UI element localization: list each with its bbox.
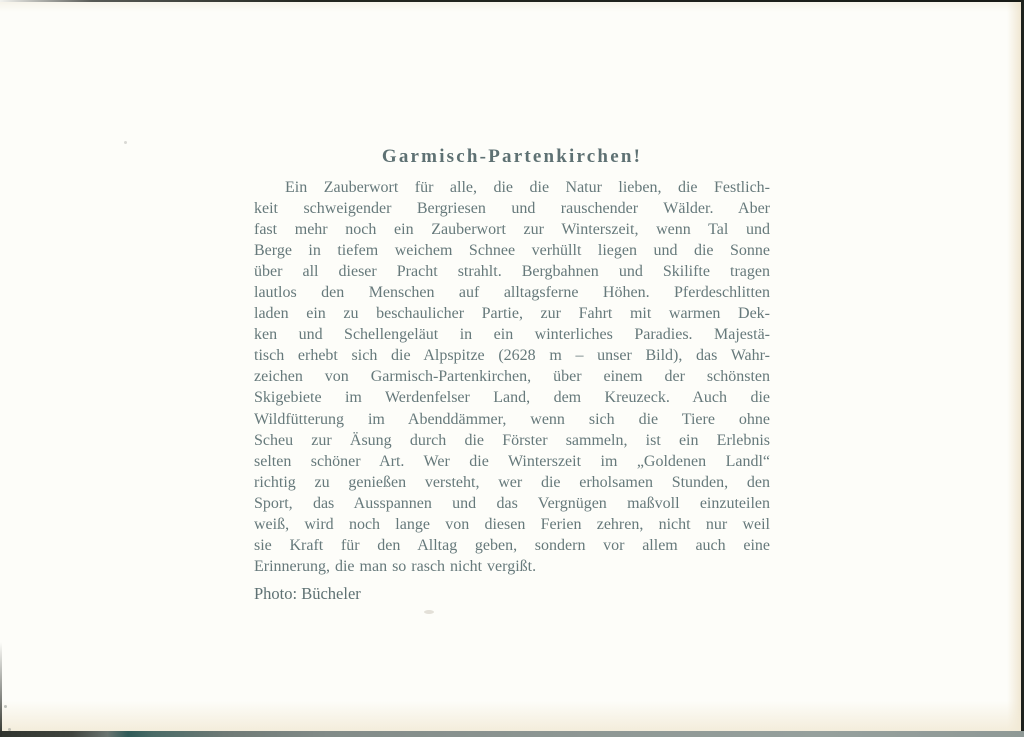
paragraph-line: Ein Zauberwort für alle, die die Natur lieben, die Festlich-: [285, 179, 770, 196]
paper-shading-bottom: [0, 701, 1024, 731]
paragraph-line: Skigebiete im Werdenfelser Land, dem Kreuzeck. Auch die: [254, 389, 770, 407]
body-paragraph: [254, 177, 770, 577]
page-title: Garmisch-Partenkirchen!: [381, 146, 643, 167]
scan-edge-left-bottom: [0, 642, 2, 737]
paragraph-line: weiß, wird noch lange von diesen Ferien zehren, nicht nur weil: [254, 515, 770, 533]
paragraph-line: Erinnerung, die man so rasch nicht vergißt.: [254, 557, 537, 575]
photo-credit: Photo: Bücheler: [254, 583, 361, 603]
paragraph-line: über all dieser Pracht strahlt. Bergbahnen und Skilifte tragen: [254, 263, 770, 281]
paragraph-line: lautlos den Menschen auf alltagsferne Höhen. Pferdeschlitten: [254, 284, 770, 302]
paper-speck: [4, 705, 7, 708]
paragraph-line: ken und Schellengeläut in ein winterliches Paradies. Majestä-: [254, 326, 770, 344]
text-block: [254, 146, 770, 604]
paragraph-line: zeichen von Garmisch-Partenkirchen, über einem der schönsten: [254, 368, 770, 386]
paragraph-line: fast mehr noch ein Zauberwort zur Winterszeit, wenn Tal und: [254, 221, 770, 239]
paragraph-line: richtig zu genießen versteht, wer die erholsamen Stunden, den: [254, 473, 770, 491]
paragraph-line: Wildfütterung im Abenddämmer, wenn sich die Tiere ohne: [254, 410, 770, 428]
paper-shading-right: [1007, 0, 1021, 737]
paragraph-line: tisch erhebt sich die Alpspitze (2628 m – unser Bild), das Wahr-: [254, 347, 770, 365]
paragraph-line: Sport, das Ausspannen und das Vergnügen maßvoll einzuteilen: [254, 494, 770, 512]
paragraph-line: Scheu zur Äsung durch die Förster sammeln, ist ein Erlebnis: [254, 431, 770, 449]
scan-edge-bottom: [0, 731, 1024, 737]
paragraph-line: Berge in tiefem weichem Schnee verhüllt liegen und die Sonne: [254, 242, 770, 260]
paragraph-line: keit schweigender Bergriesen und rauschender Wälder. Aber: [254, 200, 770, 218]
paragraph-line: selten schöner Art. Wer die Winterszeit im „Goldenen Landl“: [254, 452, 770, 470]
scan-edge-top: [0, 0, 1024, 2]
paper-smudge: [424, 610, 434, 614]
paper-speck: [8, 728, 11, 731]
paper-shading-top: [0, 2, 1024, 12]
paragraph-line: sie Kraft für den Alltag geben, sondern vor allem auch eine: [254, 536, 770, 554]
paper-speck: [124, 141, 127, 144]
paragraph-line: laden ein zu beschaulicher Partie, zur Fahrt mit warmen Dek-: [254, 305, 770, 323]
